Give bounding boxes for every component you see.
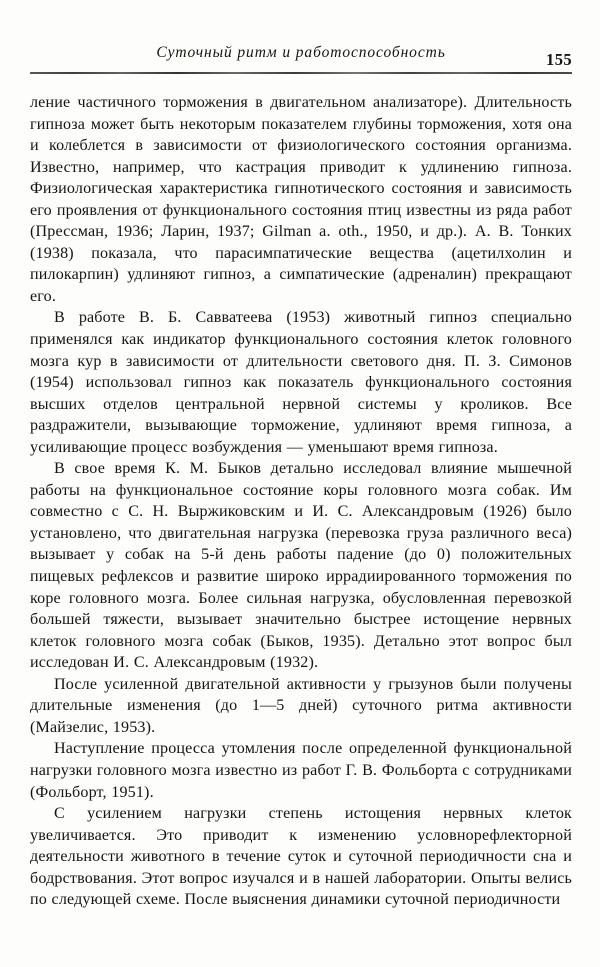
header-rule-divider	[30, 72, 572, 74]
body-text-block	[30, 92, 572, 911]
paragraph-bykov: В свое время К. М. Быков детально исследовал влияние мышечной работы на функциональное состояние коры головного мозга собак. Им совместно с С. Н. Выржиковским и И. С. Александровым (1926) было установлено, что двигательная нагрузка (перевозка груза различного веса) вызывает у собак на 5-й день работы падение (до 0) положительных пищевых рефлексов и развитие широко иррадиированного торможения по коре головного мозга. Более сильная нагрузка, обусловленная перевозкой большей тяжести, вызывает значительно быстрее истощение нервных клеток головного мозга собак (Быков, 1935). Детально этот вопрос был исследован И. С. Александровым (1932).	[30, 460, 572, 672]
paragraph-savvateev-simonov: В работе В. Б. Савватеева (1953) животный гипноз специально применялся как индикатор функционального состояния клеток головного мозга кур в зависимости от длительности светового дня. П. З. Симонов (1954) использовал гипноз как показатель функционального состояния высших отделов центральной нервной системы у кроликов. Все раздражители, вызывающие торможение, удлиняют время гипноза, а усиливающие процесс возбуждения — уменьшают время гипноза.	[30, 309, 572, 456]
running-head	[30, 44, 572, 70]
paragraph-folbort: Наступление процесса утомления после определенной функциональной нагрузки головного мозга известно из работ Г. В. Фольборта с сотрудниками (Фольборт, 1951).	[30, 740, 572, 801]
paragraph-mayzelis: После усиленной двигательной активности у грызунов были получены длительные изменения (до 1—5 дней) суточного ритма активности (Майзелис, 1953).	[30, 675, 572, 736]
page-number: 155	[546, 50, 572, 69]
paragraph-continued-hypnosis: ление частичного торможения в двигательном анализаторе). Длительность гипноза может быть некоторым показателем глубины торможения, хотя она и колеблется в зависимости от физиологического состояния организма. Известно, например, что кастрация приводит к удлинению гипноза. Физиологическая характеристика гипнотического состояния и зависимость его проявления от функционального состояния птиц известны из ряда работ (Прессман, 1936; Ларин, 1937; Gilman a. oth., 1950, и др.). А. В. Тонких (1938) показала, что парасимпатические вещества (ацетилхолин и пилокарпин) удлиняют гипноз, а симпатические (адреналин) прекращают его.	[30, 94, 572, 305]
paragraph-our-laboratory: С усилением нагрузки степень истощения нервных клеток увеличивается. Это приводит к изменению условнорефлекторной деятельности животного в течение суток и суточной периодичности сна и бодрствования. Этот вопрос изучался и в нашей лаборатории. Опыты велись по следующей схеме. После выяснения динамики суточной периодичности	[30, 805, 572, 909]
running-head-title: Суточный ритм и работоспособность	[156, 44, 446, 61]
